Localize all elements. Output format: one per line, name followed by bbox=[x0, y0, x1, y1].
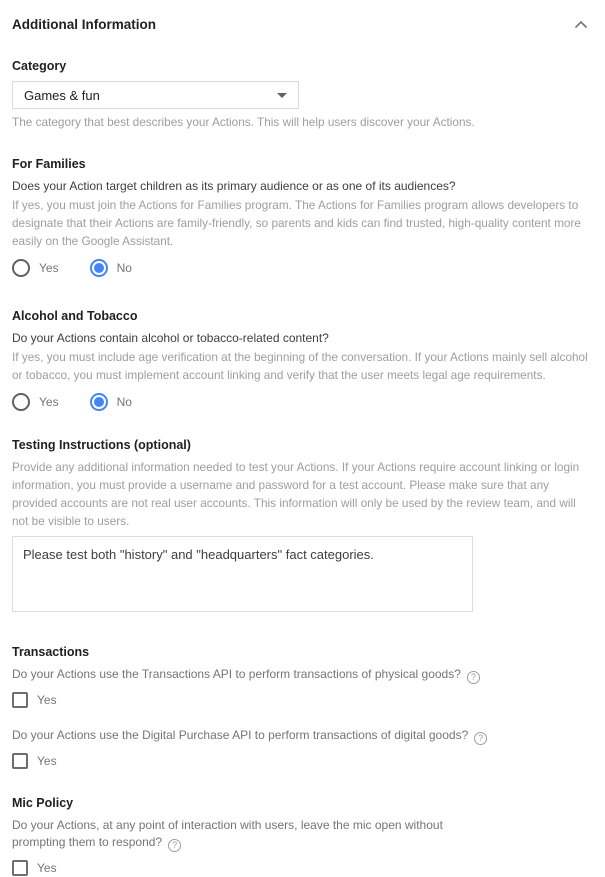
alcohol-tobacco-yes-radio[interactable] bbox=[12, 393, 59, 411]
alcohol-tobacco-no-radio[interactable] bbox=[90, 393, 132, 411]
radio-icon[interactable] bbox=[90, 393, 108, 411]
radio-label: Yes bbox=[39, 395, 59, 409]
for-families-question: Does your Action target children as its primary audience or as one of its audiences? bbox=[12, 179, 456, 193]
panel-title: Additional Information bbox=[12, 16, 156, 32]
transactions-digital-checkbox-row bbox=[12, 752, 593, 770]
category-helper-text: The category that best describes your Actions. This will help users discover your Actions. bbox=[12, 115, 475, 129]
help-icon[interactable] bbox=[467, 671, 480, 684]
testing-instructions-input[interactable] bbox=[12, 536, 473, 612]
for-families-helper-text: If yes, you must join the Actions for Families program. The Actions for Families program allows developers to designate that their Actions are family-friendly, so parents and kids can find trusted, high-quality content more easily on the Google Assistant. bbox=[12, 198, 581, 248]
radio-label: No bbox=[116, 395, 132, 409]
transactions-digital-checkbox[interactable] bbox=[12, 753, 28, 769]
category-label: Category bbox=[12, 59, 67, 73]
mic-policy-title: Mic Policy bbox=[12, 796, 74, 810]
mic-policy-question bbox=[12, 817, 490, 852]
radio-label: Yes bbox=[39, 261, 59, 275]
checkbox-label: Yes bbox=[37, 693, 57, 707]
dropdown-arrow-icon bbox=[277, 93, 287, 98]
question-text: Do your Actions use the Transactions API to perform transactions of physical goods? bbox=[12, 667, 461, 681]
checkbox-label: Yes bbox=[37, 861, 57, 875]
mic-policy-checkbox-row bbox=[12, 859, 593, 877]
transactions-digital-question bbox=[12, 727, 593, 745]
category-selected-value: Games & fun bbox=[24, 87, 100, 103]
question-text: Do your Actions use the Digital Purchase API to perform transactions of digital goods? bbox=[12, 728, 469, 742]
checkbox-label: Yes bbox=[37, 754, 57, 768]
testing-instructions-helper-text: Provide any additional information needed to test your Actions. If your Actions require account linking or login information, you must provide a username and password for a test account. Please make sure that any provided accounts are not real user accounts. This information will only be used by the review team, and will not be visible to users. bbox=[12, 460, 580, 528]
for-families-title: For Families bbox=[12, 157, 86, 171]
transactions-title: Transactions bbox=[12, 645, 90, 659]
transactions-physical-checkbox-row bbox=[12, 691, 593, 709]
collapse-section-button[interactable] bbox=[571, 16, 591, 32]
alcohol-tobacco-helper-text: If yes, you must include age verification at the beginning of the conversation. If your Actions mainly sell alcohol or tobacco, you must implement account linking and verify that the user meets legal age requirements. bbox=[12, 350, 588, 382]
panel-header bbox=[12, 15, 593, 33]
category-select[interactable] bbox=[12, 81, 299, 109]
for-families-no-radio[interactable] bbox=[90, 259, 132, 277]
mic-policy-checkbox[interactable] bbox=[12, 860, 28, 876]
for-families-radio-group bbox=[12, 258, 593, 278]
transactions-physical-question bbox=[12, 666, 593, 684]
alcohol-tobacco-title: Alcohol and Tobacco bbox=[12, 309, 138, 323]
radio-icon[interactable] bbox=[12, 393, 30, 411]
question-text: Do your Actions, at any point of interaction with users, leave the mic open without prompting them to respond? bbox=[12, 818, 443, 849]
testing-instructions-title: Testing Instructions (optional) bbox=[12, 438, 191, 452]
help-icon[interactable] bbox=[474, 732, 487, 745]
transactions-physical-checkbox[interactable] bbox=[12, 692, 28, 708]
radio-icon[interactable] bbox=[90, 259, 108, 277]
for-families-yes-radio[interactable] bbox=[12, 259, 59, 277]
alcohol-tobacco-question: Do your Actions contain alcohol or tobacco-related content? bbox=[12, 331, 329, 345]
chevron-up-icon bbox=[574, 20, 588, 29]
radio-label: No bbox=[116, 261, 132, 275]
alcohol-tobacco-radio-group bbox=[12, 392, 593, 412]
radio-icon[interactable] bbox=[12, 259, 30, 277]
